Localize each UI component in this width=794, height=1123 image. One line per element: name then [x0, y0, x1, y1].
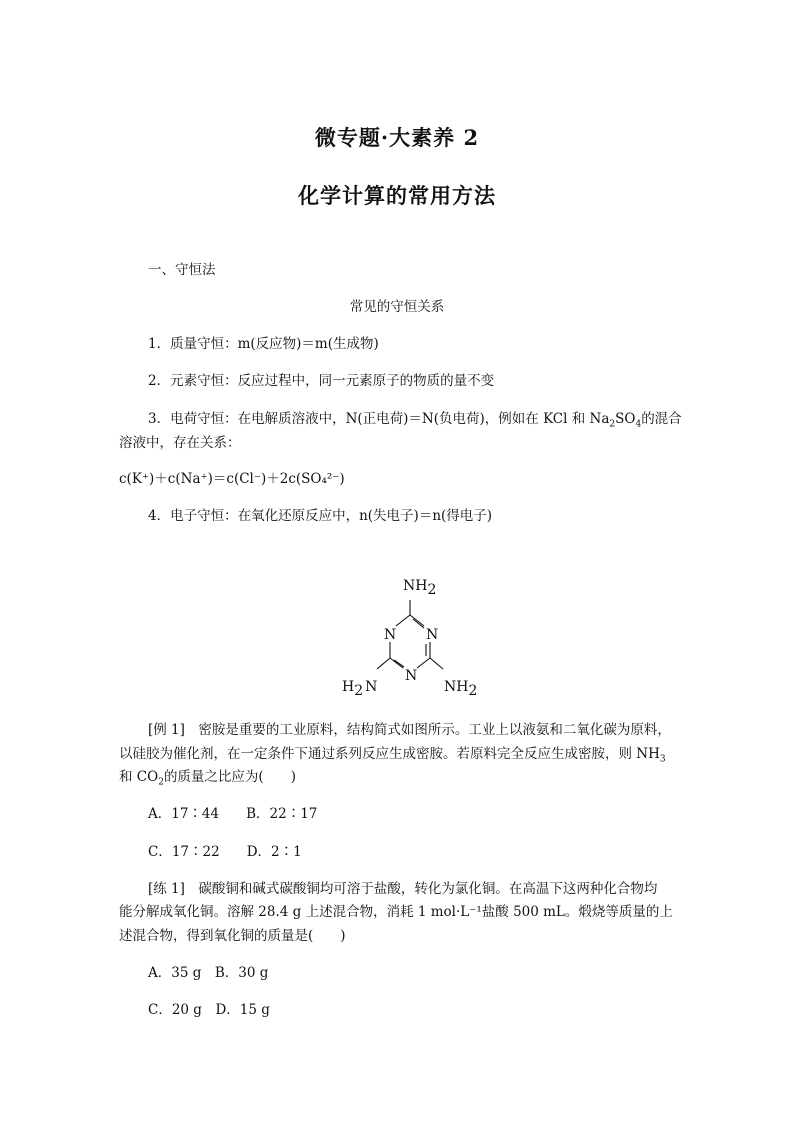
ring-nitrogen: N [384, 627, 397, 643]
ring-nitrogen: N [405, 668, 418, 684]
item-electron-conservation: 4．电子守恒：在氧化还原反应中，n(失电子)＝n(得电子) [148, 508, 493, 524]
practice-1-options-ab: A．35 g B．30 g [148, 965, 269, 981]
page-title: 微专题·大素养 2 [314, 125, 480, 150]
practice-1-line1: [练 1] 碳酸铜和碱式碳酸铜均可溶于盐酸，转化为氯化铜。在高温下这两种化合物均 [148, 881, 658, 897]
structure-h2n-left: H2 N [342, 679, 378, 699]
example-1-line3: 和 $CO_2$的质量之比应为( ) [119, 769, 296, 788]
example-1-options-cd: C．17∶22 D．2∶1 [148, 844, 302, 860]
structure-nh2-right: NH2 [444, 679, 478, 699]
melamine-structure [330, 570, 490, 700]
structure-nh2-top: NH2 [403, 578, 437, 598]
example-1-options-ab: A．17∶44 B．22∶17 [148, 806, 318, 822]
practice-1-line2: 能分解成氧化铜。溶解 28.4 g 上述混合物，消耗 1 mol·L⁻¹盐酸 500 mL。煅烧等质量的上 [119, 904, 673, 920]
ring-nitrogen: N [426, 627, 439, 643]
section-heading: 一、守恒法 [148, 262, 216, 278]
example-1-line1: [例 1] 密胺是重要的工业原料，结构简式如图所示。工业上以液氨和二氧化碳为原料， [148, 722, 671, 738]
charge-equation: c(K⁺)＋c(Na⁺)＝c(Cl⁻)＋2c(SO₄²⁻) [119, 471, 345, 487]
item-element-conservation: 2．元素守恒：反应过程中，同一元素原子的物质的量不变 [148, 373, 495, 389]
item-charge-conservation-line2: 溶液中，存在关系： [119, 435, 241, 451]
table-title: 常见的守恒关系 [349, 299, 445, 315]
practice-1-options-cd: C．20 g D．15 g [148, 1002, 270, 1018]
practice-1-line3: 述混合物，得到氧化铜的质量是( ) [119, 928, 346, 944]
page-subtitle: 化学计算的常用方法 [298, 183, 496, 208]
item-charge-conservation: 3．电荷守恒：在电解质溶液中，N(正电荷)＝N(负电荷)，例如在 KCl 和 $Na_2SO_4$的混合 [148, 411, 682, 430]
example-1-line2: 以硅胶为催化剂，在一定条件下通过系列反应生成密胺。若原料完全反应生成密胺，则 $NH_3$ [119, 746, 666, 765]
item-mass-conservation: 1．质量守恒：m(反应物)＝m(生成物) [148, 336, 379, 352]
